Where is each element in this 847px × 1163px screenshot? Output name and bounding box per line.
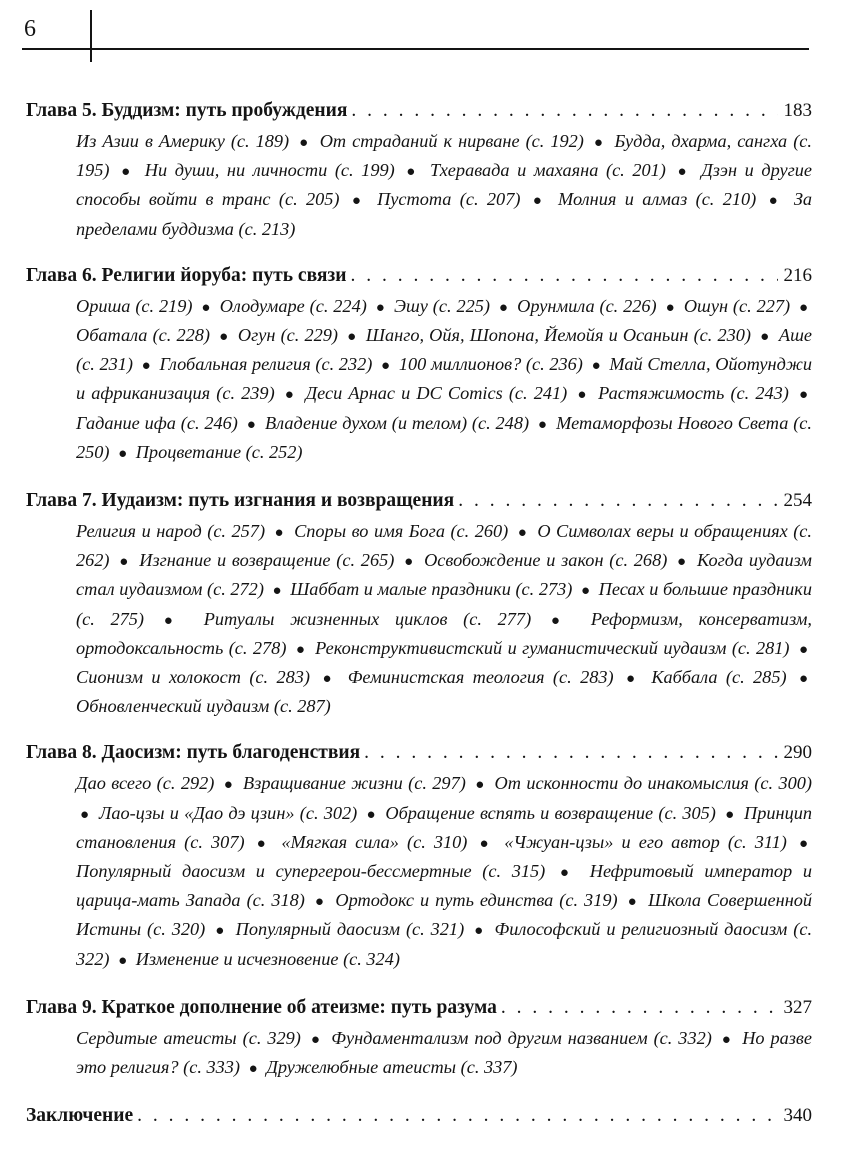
chapter-topics [76,128,812,243]
topic-entry: Шанго, Ойя, Шопона, Йемойя и Осаньин (с. 230) [365,325,751,346]
topic-entry: Обновленческий иудаизм (с. 287) [76,696,331,717]
chapter-title: Глава 9. Краткое дополнение об атеизме: путь разума [26,996,497,1018]
bullet-separator: ● [223,777,234,794]
bullet-separator: ● [532,193,546,210]
topic-entry: Освобождение и закон (с. 268) [424,550,668,571]
topic-entry: Владение духом (и телом) (с. 248) [264,412,530,433]
bullet-separator: ● [375,299,386,316]
topic-entry: «Мягкая сила» (с. 310) [281,831,468,852]
topic-entry: Но разве это религия? (с. 333) [76,1027,812,1078]
toc-chapter-7 [26,486,812,720]
topic-entry: Деси Арнас и DC Comics (с. 241) [305,383,568,404]
bullet-separator: ● [577,387,588,404]
bullet-separator: ● [347,329,357,346]
bullet-separator: ● [256,835,270,852]
topic-entry: Сердитые атеисты (с. 329) [76,1027,301,1048]
bullet-separator: ● [201,299,211,316]
bullet-separator: ● [677,164,690,181]
topic-entry: Популярный даосизм (с. 321) [235,919,465,940]
topic-entry: Дружелюбные атеисты (с. 337) [266,1057,518,1078]
topic-entry: Ориша (с. 219) [76,295,193,316]
bullet-separator: ● [215,923,226,940]
chapter-heading [26,993,812,1023]
bullet-separator: ● [284,387,296,404]
bullet-separator: ● [274,525,285,542]
bullet-separator: ● [351,193,365,210]
bullet-separator: ● [799,299,809,316]
dot-leader [351,96,777,126]
bullet-separator: ● [246,416,257,433]
topic-entry: Популярный даосизм и супергерои-бессмертные (с. 315) [76,861,546,882]
topic-entry: Эшу (с. 225) [394,295,490,316]
bullet-separator: ● [593,135,605,151]
bullet-separator: ● [474,923,485,940]
topic-entry: Фундаментализм под другим названием (с. 332) [331,1027,712,1048]
topic-entry: Когда иудаизм стал иудаизмом (с. 272) [76,550,812,600]
chapter-page-number: 290 [783,742,812,764]
topic-entry: Шаббат и малые праздники (с. 273) [290,579,573,600]
topic-entry: Сионизм и холокост (с. 283) [76,667,311,688]
chapter-title: Глава 8. Даосизм: путь благоденствия [26,742,361,764]
topic-entry: 100 миллионов? (с. 236) [398,354,583,375]
bullet-separator: ● [118,445,128,462]
topic-entry: Взращивание жизни (с. 297) [243,773,466,794]
bullet-separator: ● [550,612,572,629]
topic-entry: Реформизм, консерватизм, ортодоксальность (с. 278) [76,608,812,658]
bullet-separator: ● [272,583,282,600]
topic-entry: Орунмила (с. 226) [517,295,657,316]
chapter-topics [76,518,812,720]
topic-entry: Споры во имя Бога (с. 260) [294,521,509,542]
chapter-topics [76,293,812,468]
topic-entry: Религия и народ (с. 257) [76,521,266,542]
header-tick-mark [90,10,92,62]
chapter-heading [26,1101,812,1131]
bullet-separator: ● [517,525,528,542]
topic-entry: Тхеравада и махаяна (с. 201) [429,160,666,181]
chapter-page-number: 216 [783,264,812,286]
chapter-page-number: 254 [783,490,812,512]
topic-entry: Глобальная религия (с. 232) [159,354,373,375]
topic-entry: Феминистская теология (с. 283) [347,667,614,688]
chapter-topics [76,770,812,974]
chapter-title: Глава 7. Иудаизм: путь изгнания и возвращения [26,490,455,512]
topic-entry: Аше (с. 231) [76,325,812,375]
toc-conclusion [26,1101,812,1131]
chapter-heading [26,261,812,291]
bullet-separator: ● [299,135,310,151]
dot-leader [364,738,777,768]
bullet-separator: ● [498,299,509,316]
topic-entry: Ни души, ни личности (с. 199) [144,160,395,181]
topic-entry: Дзэн и другие способы войти в транс (с. 205) [76,160,812,210]
topic-entry: Ортодокс и путь единства (с. 319) [335,890,618,911]
bullet-separator: ● [559,865,576,882]
topic-entry: Май Стелла, Ойотунджи и африканизация (с. 239) [76,354,812,404]
topic-entry: «Чжуан-цзы» и его автор (с. 311) [504,831,787,852]
topic-entry: Нефритовый император и царица-мать Запада (с. 318) [76,861,813,911]
toc-chapter-6 [26,261,812,468]
bullet-separator: ● [404,554,415,571]
bullet-separator: ● [721,1031,733,1048]
dot-leader [501,993,778,1023]
chapter-page-number: 327 [783,996,812,1018]
chapter-heading [26,738,812,768]
topic-entry: Процветание (с. 252) [135,441,303,462]
page-number: 6 [24,16,36,42]
toc-chapter-9 [26,993,812,1083]
bullet-separator: ● [366,806,377,823]
chapter-title: Глава 6. Религии йоруба: путь связи [26,264,347,286]
conclusion-page-number: 340 [783,1105,812,1127]
topic-entry: Будда, дхарма, сангха (с. 195) [76,131,812,181]
bullet-separator: ● [80,806,90,823]
topic-entry: Лао-цзы и «Дао дэ цзин» (с. 302) [98,802,358,823]
bullet-separator: ● [665,299,675,316]
dot-leader [137,1101,777,1131]
toc-chapter-5 [26,96,812,243]
topic-entry: От исконности до инакомыслия (с. 300) [494,773,812,794]
bullet-separator: ● [163,612,184,629]
chapter-title: Глава 5. Буддизм: путь пробуждения [26,100,348,121]
bullet-separator: ● [626,671,639,688]
topic-entry: Философский и религиозный даосизм (с. 322) [76,919,813,969]
bullet-separator: ● [295,641,306,658]
bullet-separator: ● [310,1031,322,1048]
bullet-separator: ● [798,641,808,658]
bullet-separator: ● [314,894,326,911]
topic-entry: Из Азии в Америку (с. 189) [76,131,290,151]
topic-entry: Реконструктивистский и гуманистический иудаизм (с. 281) [315,637,790,658]
topic-entry: Ошун (с. 227) [683,295,791,316]
bullet-separator: ● [406,164,419,181]
chapter-topics [76,1025,812,1083]
topic-entry: О Символах веры и обращениях (с. 262) [76,521,812,571]
header-rule [22,48,809,50]
topic-entry: Изменение и исчезновение (с. 324) [135,948,400,969]
topic-entry: Изгнание и возвращение (с. 265) [139,550,395,571]
bullet-separator: ● [248,1061,258,1078]
topic-entry: За пределами буддизма (с. 213) [76,189,813,239]
bullet-separator: ● [760,329,770,346]
bullet-separator: ● [119,554,130,571]
bullet-separator: ● [580,583,591,600]
topic-entry: Гадание ифа (с. 246) [76,412,238,433]
topic-entry: Олодумаре (с. 224) [219,295,367,316]
bullet-separator: ● [537,416,548,433]
chapter-page-number: 183 [783,100,812,121]
topic-entry: Дао всего (с. 292) [76,773,215,794]
topic-entry: Обращение вспять и возвращение (с. 305) [385,802,716,823]
bullet-separator: ● [677,554,688,571]
bullet-separator: ● [798,671,809,688]
topic-entry: Обатала (с. 228) [76,325,210,346]
bullet-separator: ● [725,806,735,823]
topic-entry: Огун (с. 229) [237,325,338,346]
topic-entry: Растяжимость (с. 243) [598,383,789,404]
bullet-separator: ● [768,193,782,210]
bullet-separator: ● [798,387,809,404]
bullet-separator: ● [322,671,336,688]
bullet-separator: ● [121,164,134,181]
topic-entry: Метаморфозы Нового Света (с. 250) [76,412,812,462]
topic-entry: Молния и алмаз (с. 210) [558,189,757,210]
dot-leader [458,486,777,516]
topic-entry: Ритуалы жизненных циклов (с. 277) [203,608,532,629]
bullet-separator: ● [475,777,486,794]
bullet-separator: ● [591,358,601,375]
conclusion-title: Заключение [26,1105,134,1127]
bullet-separator: ● [627,894,639,911]
topic-entry: Школа Совершенной Истины (с. 320) [76,890,813,940]
bullet-separator: ● [798,835,809,852]
topic-entry: Принцип становления (с. 307) [76,802,812,852]
bullet-separator: ● [141,358,151,375]
bullet-separator: ● [381,358,391,375]
chapter-heading [26,486,812,516]
toc-chapter-8 [26,738,812,974]
table-of-contents [26,96,812,1149]
topic-entry: Пустота (с. 207) [377,189,521,210]
bullet-separator: ● [219,329,229,346]
dot-leader [350,261,777,291]
topic-entry: Каббала (с. 285) [651,667,787,688]
bullet-separator: ● [479,835,493,852]
topic-entry: Песах и большие праздники (с. 275) [76,579,812,629]
bullet-separator: ● [118,952,128,969]
chapter-heading [26,96,812,126]
topic-entry: От страданий к нирване (с. 192) [319,131,584,151]
